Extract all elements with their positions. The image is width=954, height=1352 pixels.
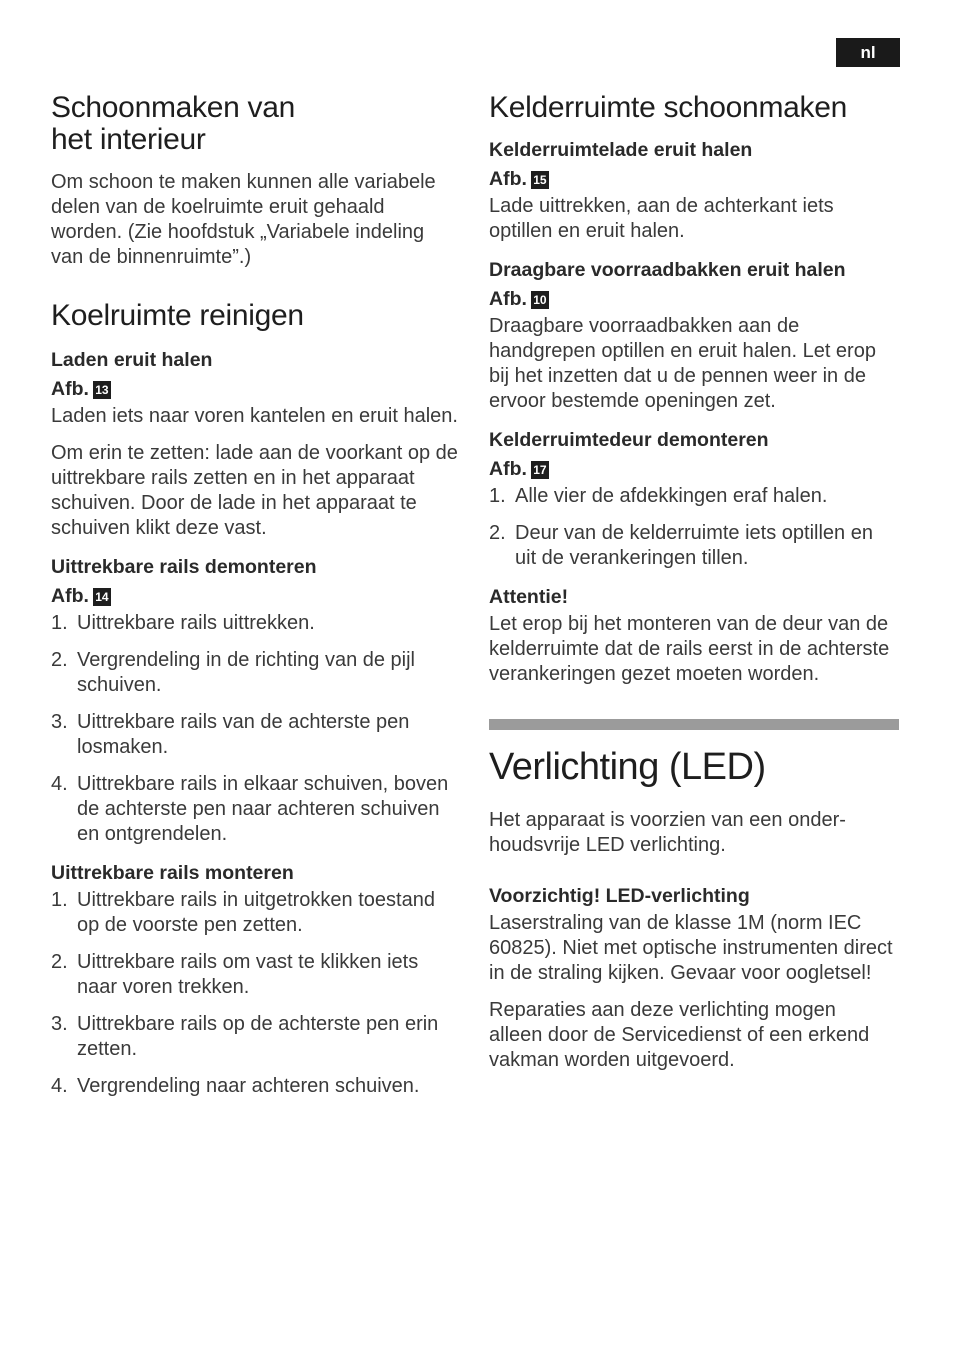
- step-number: 2.: [489, 522, 506, 544]
- list-item: [51, 1012, 461, 1062]
- section-title-interior: [51, 92, 461, 156]
- list-item: [51, 1074, 461, 1099]
- step-number: 4.: [51, 773, 68, 795]
- step-number: 4.: [51, 1075, 68, 1097]
- interior-paragraph: Om schoon te maken kunnen alle variabele delen van de koelruimte eruit gehaald worden. (Zie hoofdstuk „Variabele indeling van de binnenruimte”.): [51, 171, 436, 268]
- step-number: 3.: [51, 1013, 68, 1035]
- step-text: Deur van de kelderruimte iets optillen en uit de verankeringen tillen.: [515, 522, 873, 569]
- step-text: Uittrekbare rails om vast te klikken iets naar voren trekken.: [77, 951, 419, 998]
- list-item: [489, 484, 899, 509]
- subheading-rails-remove: Uittrekbare rails demonteren: [51, 556, 317, 578]
- list-item: [51, 710, 461, 760]
- cellar-door-steps: [489, 484, 899, 571]
- step-number: 1.: [489, 485, 506, 507]
- figure-number-icon: 10: [531, 291, 549, 309]
- subheading-rails-mount: Uittrekbare rails monteren: [51, 862, 294, 884]
- list-item: [51, 611, 461, 636]
- subheading-cellar-drawer: Kelderruimtelade eruit halen: [489, 139, 753, 161]
- figure-ref-15: [489, 165, 899, 194]
- section-title-cellar: Kelderruimte schoonmaken: [489, 91, 847, 124]
- step-number: 1.: [51, 612, 68, 634]
- figure-ref-14: [51, 582, 461, 611]
- figure-ref-17: [489, 455, 899, 484]
- led-warning-heading: Voorzichtig! LED-verlichting: [489, 885, 750, 907]
- storage-bins-paragraph: Draagbare voorraadbakken aan de handgrepen optillen en eruit halen. Let erop bij het inzetten dat u de pennen weer in de ervoor bestemde openingen zet.: [489, 315, 876, 412]
- right-column: [489, 92, 899, 1085]
- led-repair-paragraph: Reparaties aan deze verlichting mogen alleen door de Servicedienst of een erkend vakman worden uitgevoerd.: [489, 999, 870, 1071]
- drawers-paragraph-2: Om erin te zetten: lade aan de voorkant op de uittrekbare rails zetten en in het apparaat schuiven. Door de lade in het apparaat te schuiven klikt deze vast.: [51, 442, 458, 539]
- list-item: [489, 521, 899, 571]
- figure-label: Afb.: [489, 288, 527, 310]
- step-text: Uittrekbare rails in elkaar schuiven, boven de achterste pen naar achteren schuiven en ontgrendelen.: [77, 773, 449, 845]
- step-number: 3.: [51, 711, 68, 733]
- list-item: [51, 950, 461, 1000]
- step-number: 1.: [51, 889, 68, 911]
- list-item: [51, 648, 461, 698]
- step-text: Uittrekbare rails op de achterste pen erin zetten.: [77, 1013, 439, 1060]
- figure-label: Afb.: [51, 585, 89, 607]
- led-intro-paragraph: Het apparaat is voorzien van een onder-houdsvrije LED verlichting.: [489, 809, 846, 856]
- drawers-paragraph-1: Laden iets naar voren kantelen en eruit halen.: [51, 405, 458, 427]
- figure-number-icon: 17: [531, 461, 549, 479]
- attention-heading: Attentie!: [489, 586, 569, 608]
- list-item: [51, 772, 461, 847]
- step-text: Uittrekbare rails van de achterste pen losmaken.: [77, 711, 410, 758]
- step-number: 2.: [51, 649, 68, 671]
- figure-ref-13: [51, 375, 461, 404]
- figure-label: Afb.: [51, 378, 89, 400]
- step-text: Uittrekbare rails in uitgetrokken toestand op de voorste pen zetten.: [77, 889, 435, 936]
- subheading-drawers: Laden eruit halen: [51, 349, 213, 371]
- language-badge: nl: [836, 38, 900, 67]
- attention-paragraph: Let erop bij het monteren van de deur van de kelderruimte dat de rails eerst in de achterste verankeringen gezet moeten worden.: [489, 613, 890, 685]
- step-text: Uittrekbare rails uittrekken.: [77, 612, 315, 634]
- step-text: Vergrendeling in de richting van de pijl schuiven.: [77, 649, 415, 696]
- subheading-storage-bins: Draagbare voorraadbakken eruit halen: [489, 259, 846, 281]
- step-number: 2.: [51, 951, 68, 973]
- rails-remove-steps: [51, 611, 461, 847]
- section-title-fridge: Koelruimte reinigen: [51, 299, 304, 332]
- figure-label: Afb.: [489, 458, 527, 480]
- rails-mount-steps: [51, 888, 461, 1099]
- left-column: [51, 92, 461, 1111]
- led-warning-paragraph: Laserstraling van de klasse 1M (norm IEC 60825). Niet met optische instrumenten direct in de straling kijken. Gevaar voor oogletsel!: [489, 912, 893, 984]
- step-text: Vergrendeling naar achteren schuiven.: [77, 1075, 420, 1097]
- figure-number-icon: 13: [93, 381, 111, 399]
- subheading-cellar-door: Kelderruimtedeur demonteren: [489, 429, 769, 451]
- section-title-led: Verlichting (LED): [489, 746, 766, 788]
- cellar-drawer-paragraph: Lade uittrekken, aan de achterkant iets optillen en eruit halen.: [489, 195, 834, 242]
- figure-number-icon: 14: [93, 588, 111, 606]
- figure-label: Afb.: [489, 168, 527, 190]
- section-divider-bar: [489, 719, 899, 730]
- figure-ref-10: [489, 285, 899, 314]
- figure-number-icon: 15: [531, 171, 549, 189]
- section-title-line-1: Schoonmaken van: [51, 91, 295, 124]
- step-text: Alle vier de afdekkingen eraf halen.: [515, 485, 828, 507]
- list-item: [51, 888, 461, 938]
- section-title-line-2: het interieur: [51, 123, 206, 156]
